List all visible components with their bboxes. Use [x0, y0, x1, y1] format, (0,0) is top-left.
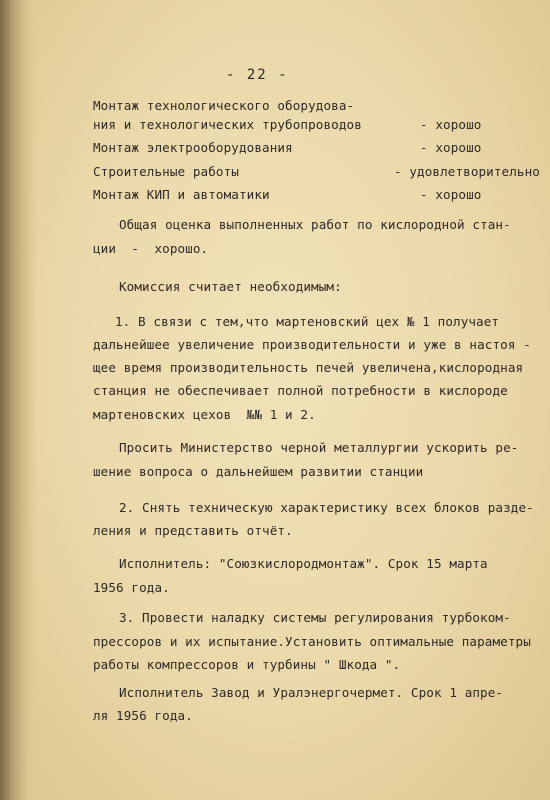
item1-line3: щее время производительность печей увеличена,кислородная: [93, 360, 524, 375]
item1-line5: мартеновских цехов №№ 1 и 2.: [93, 407, 316, 422]
rating-row1-grade: - хорошо: [420, 117, 482, 132]
executor2-line2: ля 1956 года.: [93, 708, 193, 723]
overall-line2: ции - хорошо.: [93, 241, 209, 256]
rating-row3-label: Строительные работы: [93, 164, 239, 179]
item2-line2: ления и представить отчёт.: [93, 523, 293, 538]
item3-line1: 3. Провести наладку системы регулирования турбоком-: [119, 610, 511, 625]
rating-row3-grade: - удовлетворительно: [394, 164, 540, 179]
item3-line3: работы компрессоров и турбины " Шкода ".: [93, 657, 401, 672]
request-line2: шение вопроса о дальнейшем развитии станции: [93, 464, 424, 479]
item1-line1: 1. В связи с тем,что мартеновский цех № 1 получает: [115, 314, 500, 329]
item1-line4: станция не обеспечивает полной потребности в кислороде: [93, 383, 508, 398]
executor1-line2: 1956 года.: [93, 580, 170, 595]
executor2-line1: Исполнитель Завод и Уралэнергочермет. Срок 1 апре-: [119, 685, 504, 700]
item1-line2: дальнейшее увеличение производительности и уже в настоя -: [93, 337, 531, 352]
item2-line1: 2. Снять техническую характеристику всех блоков разде-: [119, 500, 534, 515]
rating-row1-line1: Монтаж технологического оборудова-: [93, 98, 355, 113]
executor1-line1: Исполнитель: "Союзкислородмонтаж". Срок 15 марта: [119, 556, 488, 571]
rating-row1-line2: ния и технологических трубопроводов: [93, 117, 362, 132]
overall-line1: Общая оценка выполненных работ по кислородной стан-: [119, 217, 511, 232]
rating-row4-label: Монтаж КИП и автоматики: [93, 187, 270, 202]
request-line1: Просить Министерство черной металлургии ускорить ре-: [119, 440, 519, 455]
rating-row4-grade: - хорошо: [420, 187, 482, 202]
commission-intro: Комиссия считает необходимым:: [119, 279, 342, 294]
rating-row2-label: Монтаж электрооборудования: [93, 140, 293, 155]
rating-row2-grade: - хорошо: [420, 140, 482, 155]
page-number: - 22 -: [226, 67, 289, 83]
item3-line2: прессоров и их испытание.Установить оптимальные параметры: [93, 634, 531, 649]
